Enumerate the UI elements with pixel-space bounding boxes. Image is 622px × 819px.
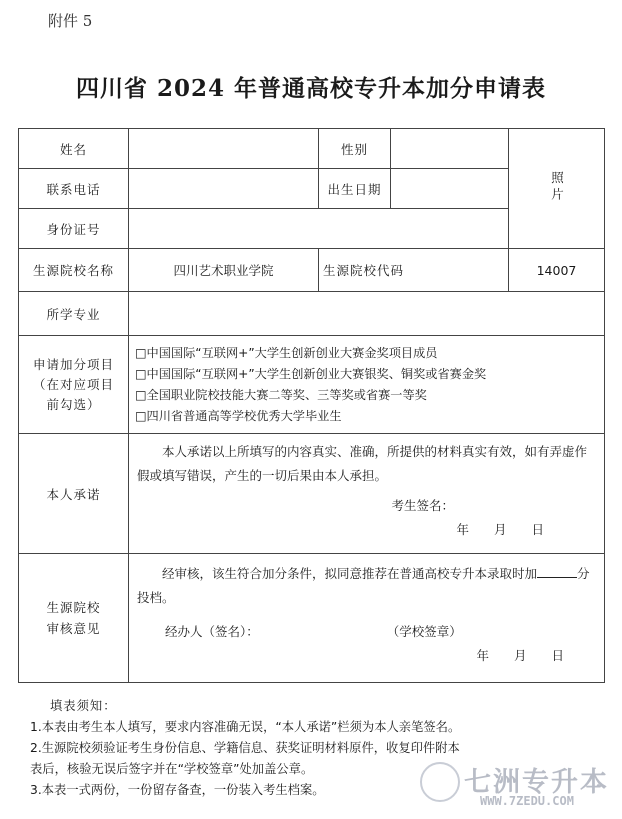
review-label-line-2: 审核意见: [46, 621, 101, 636]
review-text-part-1: 经审核，该生符合加分条件，拟同意推荐在普通高校专升本录取时加: [162, 566, 538, 581]
review-text: [129, 562, 604, 610]
instruction-item: 1.本表由考生本人填写，要求内容准确无误，“本人承诺”栏须为本人亲笔签名。: [30, 720, 461, 734]
instruction-item: 2.生源院校须验证考生身份信息、学籍信息、获奖证明材料原件，收复印件附本: [30, 741, 460, 755]
watermark-brand: 七洲专升本: [464, 767, 609, 798]
school-code-value[interactable]: 14007: [509, 249, 605, 292]
bonus-option[interactable]: [129, 343, 604, 364]
photo-label: 照片: [549, 170, 565, 204]
bonus-label-line-3: 前勾选）: [46, 396, 101, 412]
phone-field[interactable]: [129, 169, 319, 209]
instructions-title: 填表须知：: [50, 699, 117, 713]
bonus-option[interactable]: [129, 406, 604, 427]
checkbox-icon[interactable]: □: [135, 408, 147, 423]
id-number-field[interactable]: [129, 209, 509, 249]
form-title: 四川省 2024 年普通高校专升本加分申请表: [75, 75, 547, 102]
pledge-signature[interactable]: 考生签名：: [391, 498, 454, 513]
pledge-label: 本人承诺: [19, 434, 129, 554]
school-name-label: 生源院校名称: [19, 249, 129, 292]
attachment-number: 附件 5: [48, 12, 93, 30]
review-label-line-1: 生源院校: [46, 600, 101, 615]
bonus-option[interactable]: [129, 385, 604, 406]
checkbox-icon[interactable]: □: [135, 345, 147, 360]
checkbox-icon[interactable]: □: [135, 366, 147, 381]
bonus-option-text: 中国国际“互联网+”大学生创新创业大赛银奖、铜奖或省赛金奖: [146, 366, 487, 381]
bonus-option-text: 四川省普通高等学校优秀大学毕业生: [146, 408, 342, 423]
bonus-label-line-2: （在对应项目: [32, 376, 114, 392]
name-field[interactable]: [129, 129, 319, 169]
school-code-label: 生源院校代码: [319, 249, 509, 292]
pledge-text: 本人承诺以上所填写的内容真实、准确，所提供的材料真实有效，如有弄虚作假或填写错误，产生的一切后果由本人承担。: [137, 444, 588, 483]
review-text-part-2: 分投档。: [137, 566, 590, 605]
bonus-option-text: 全国职业院校技能大赛二等奖、三等奖或省赛一等奖: [146, 387, 427, 402]
bonus-items-label: [19, 336, 129, 434]
pledge-cell: [129, 434, 605, 554]
name-label: 姓名: [19, 129, 129, 169]
watermark: [420, 758, 616, 812]
id-number-label: 身份证号: [19, 209, 129, 249]
bonus-label-line-1: 申请加分项目: [32, 356, 114, 372]
instruction-item: 表后，核验无误后签字并在“学校签章”处加盖公章。: [30, 762, 314, 776]
bonus-option-text: 中国国际“互联网+”大学生创新创业大赛金奖项目成员: [146, 345, 438, 360]
handler-signature[interactable]: 经办人（签名）：: [165, 624, 259, 639]
phone-label: 联系电话: [19, 169, 129, 209]
school-review-label: [19, 554, 129, 683]
bonus-points-blank[interactable]: [537, 577, 577, 578]
birth-date-label: 出生日期: [319, 169, 391, 209]
school-review-cell: [129, 554, 605, 683]
school-name-value[interactable]: 四川艺术职业学院: [129, 249, 319, 292]
instruction-item: 3.本表一式两份，一份留存备查，一份装入考生档案。: [30, 783, 325, 797]
major-label: 所学专业: [19, 292, 129, 336]
checkbox-icon[interactable]: □: [135, 387, 147, 402]
watermark-url: WWW.7ZEDU.COM: [480, 794, 574, 808]
gender-label: 性别: [319, 129, 391, 169]
school-seal[interactable]: （学校签章）: [386, 624, 462, 639]
application-form-table: [18, 128, 605, 683]
gender-field[interactable]: [391, 129, 509, 169]
photo-box[interactable]: [509, 129, 605, 249]
bonus-option[interactable]: [129, 364, 604, 385]
birth-date-field[interactable]: [391, 169, 509, 209]
major-field[interactable]: [129, 292, 605, 336]
bonus-options: [129, 336, 605, 434]
review-signatures: [129, 620, 604, 644]
logo-icon: [420, 762, 460, 802]
review-date[interactable]: 年 月 日: [476, 648, 564, 663]
pledge-date[interactable]: 年 月 日: [456, 522, 544, 537]
